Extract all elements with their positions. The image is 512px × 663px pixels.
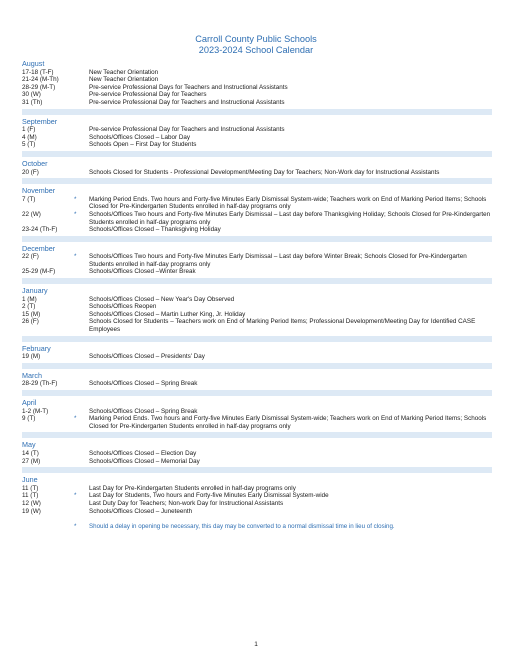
event-description: Schools/Offices Closed – Memorial Day [89, 457, 200, 465]
event-description: Pre-service Professional Days for Teachers and Instructional Assistants [89, 83, 288, 91]
event-description: Marking Period Ends. Two hours and Forty-five Minutes Early Dismissal System-wide; Teachers work on End of Marking Period Items; Schools Closed for Pre-Kindergarten Students enrolled in half-day programs only [89, 195, 487, 211]
event-date: 11 (T) [22, 484, 39, 492]
event-description: Schools/Offices Closed – Labor Day [89, 133, 191, 141]
month-heading: April [22, 398, 37, 407]
calendar-row [22, 450, 492, 458]
event-description: Pre-service Professional Day for Teachers and Instructional Assistants [89, 126, 285, 134]
event-date: 5 (T) [22, 141, 36, 149]
event-description: Schools/Offices Closed – New Year's Day Observed [89, 295, 235, 303]
event-description: Schools/Offices Closed –Winter Break [89, 268, 196, 276]
event-date: 28-29 (Th-F) [22, 380, 58, 388]
page-subtitle: 2023-2024 School Calendar [198, 45, 314, 55]
event-description: Schools/Offices Two hours and Forty-five Minutes Early Dismissal – Last day before Winter Break; Schools Closed for Pre-Kindergarten Students enrolled in half-day programs only [89, 253, 467, 268]
event-date: 19 (W) [22, 507, 41, 515]
event-date: 1-2 (M-T) [22, 407, 49, 415]
event-description: Marking Period Ends. Two hours and Forty-five Minutes Early Dismissal System-wide; Teachers work on End of Marking Period Items; Schools Closed for Pre-Kindergarten Students enrolled in half-day programs only [89, 415, 487, 430]
event-date: 12 (W) [22, 499, 41, 507]
month-separator [22, 178, 492, 184]
event-description: Last Duty Day for Teachers; Non-work Day for Instructional Assistants [89, 499, 284, 507]
footnote-asterisk: * [74, 523, 77, 531]
calendar-row [22, 211, 492, 226]
page-header [0, 0, 512, 56]
delay-asterisk: * [74, 195, 77, 203]
month-separator [22, 390, 492, 396]
event-date: 1 (F) [22, 126, 36, 134]
event-date: 27 (M) [22, 457, 41, 465]
calendar-row [22, 226, 492, 234]
event-description: Schools/Offices Two hours and Forty-five Minutes Early Dismissal – Last day before Thanksgiving Holiday; Schools Closed for Pre-Kindergarten Students enrolled in half-day programs only [89, 210, 491, 226]
event-date: 19 (M) [22, 353, 41, 361]
calendar-row [22, 408, 492, 416]
calendar-row [22, 415, 492, 430]
month-separator [22, 467, 492, 473]
month-heading: December [22, 243, 56, 253]
event-date: 9 (T) [22, 415, 36, 423]
event-date: 22 (W) [22, 210, 41, 218]
month-heading: August [22, 59, 45, 68]
event-description: New Teacher Orientation [89, 76, 159, 84]
calendar-row [22, 296, 492, 304]
footnote-text: Should a delay in opening be necessary, this day may be converted to a normal dismissal time in lieu of closing. [89, 523, 395, 531]
delay-asterisk: * [74, 492, 77, 500]
calendar-row [22, 141, 492, 149]
calendar-row [22, 69, 492, 77]
event-date: 11 (T) [22, 492, 39, 500]
month-separator [22, 109, 492, 115]
month-heading: October [22, 158, 48, 168]
calendar-row [22, 76, 492, 84]
event-description: Schools/Offices Reopen [89, 303, 157, 311]
month-separator [22, 336, 492, 342]
event-date: 28-29 (M-T) [22, 83, 56, 91]
event-description: Schools/Offices Closed – Spring Break [89, 407, 198, 415]
month-separator [22, 432, 492, 438]
page-title: Carroll County Public Schools [195, 34, 317, 44]
event-description: Last Day for Students, Two hours and Forty-five Minutes Early Dismissal System-wide [89, 492, 329, 500]
month-heading: March [22, 370, 42, 380]
event-description: Schools/Offices Closed – Election Day [89, 449, 197, 457]
calendar-row [22, 311, 492, 319]
event-date: 2 (T) [22, 303, 36, 311]
event-description: Schools/Offices Closed – Presidents' Day [89, 353, 205, 361]
calendar-row [22, 268, 492, 276]
calendar-row [22, 91, 492, 99]
event-date: 26 (F) [22, 318, 39, 326]
event-description: Pre-service Professional Day for Teachers [89, 91, 207, 99]
delay-asterisk: * [74, 210, 77, 218]
event-date: 21-24 (M-Th) [22, 76, 59, 84]
event-date: 31 (Th) [22, 98, 43, 106]
event-description: Pre-service Professional Day for Teachers and Instructional Assistants [89, 98, 285, 106]
calendar-row [22, 253, 492, 268]
event-date: 20 (F) [22, 168, 39, 176]
event-date: 15 (M) [22, 310, 41, 318]
month-separator [22, 151, 492, 157]
footnote [22, 523, 492, 530]
event-description: New Teacher Orientation [89, 68, 159, 76]
calendar-row [22, 458, 492, 466]
page-number: 1 [254, 641, 258, 648]
month-heading: September [22, 116, 58, 126]
event-date: 17-18 (T-F) [22, 68, 54, 76]
month-heading: November [22, 186, 56, 196]
event-date: 7 (T) [22, 195, 36, 203]
calendar-row [22, 126, 492, 134]
calendar-row [22, 134, 492, 142]
calendar-row [22, 196, 492, 211]
event-description: Schools Closed for Students – Teachers work on End of Marking Period Items; Professional Development/Meeting Day for Identified CASE Employees [89, 318, 476, 334]
delay-asterisk: * [74, 253, 77, 261]
calendar-row [22, 318, 492, 333]
event-date: 23-24 (Th-F) [22, 226, 58, 234]
month-separator [22, 236, 492, 242]
event-description: Last Day for Pre-Kindergarten Students enrolled in half-day programs only [89, 484, 296, 492]
calendar-list [22, 58, 492, 531]
event-description: Schools/Offices Closed – Juneteenth [89, 507, 193, 515]
event-description: Schools Open – First Day for Students [89, 141, 197, 149]
calendar-row [22, 84, 492, 92]
month-heading: May [22, 440, 36, 450]
calendar-row [22, 485, 492, 493]
month-heading: February [22, 343, 51, 353]
calendar-row [22, 99, 492, 107]
event-date: 25-29 (M-F) [22, 268, 56, 276]
calendar-row [22, 508, 492, 516]
calendar-row [22, 380, 492, 388]
calendar-row [22, 169, 492, 177]
event-date: 30 (W) [22, 91, 41, 99]
event-date: 4 (M) [22, 133, 37, 141]
month-separator [22, 363, 492, 369]
month-heading: January [22, 286, 48, 296]
calendar-row [22, 353, 492, 361]
event-description: Schools/Offices Closed – Spring Break [89, 380, 198, 388]
event-date: 1 (M) [22, 295, 37, 303]
calendar-row [22, 492, 492, 500]
event-date: 14 (T) [22, 449, 39, 457]
delay-asterisk: * [74, 415, 77, 423]
event-description: Schools Closed for Students - Professional Development/Meeting Day for Teachers; Non-Work day for Instructional Assistants [89, 168, 440, 176]
calendar-row [22, 303, 492, 311]
calendar-row [22, 500, 492, 508]
month-separator [22, 278, 492, 284]
event-date: 22 (F) [22, 253, 39, 261]
event-description: Schools/Offices Closed – Martin Luther King, Jr. Holiday [89, 310, 246, 318]
month-heading: June [22, 475, 38, 485]
event-description: Schools/Offices Closed – Thanksgiving Holiday [89, 226, 221, 234]
